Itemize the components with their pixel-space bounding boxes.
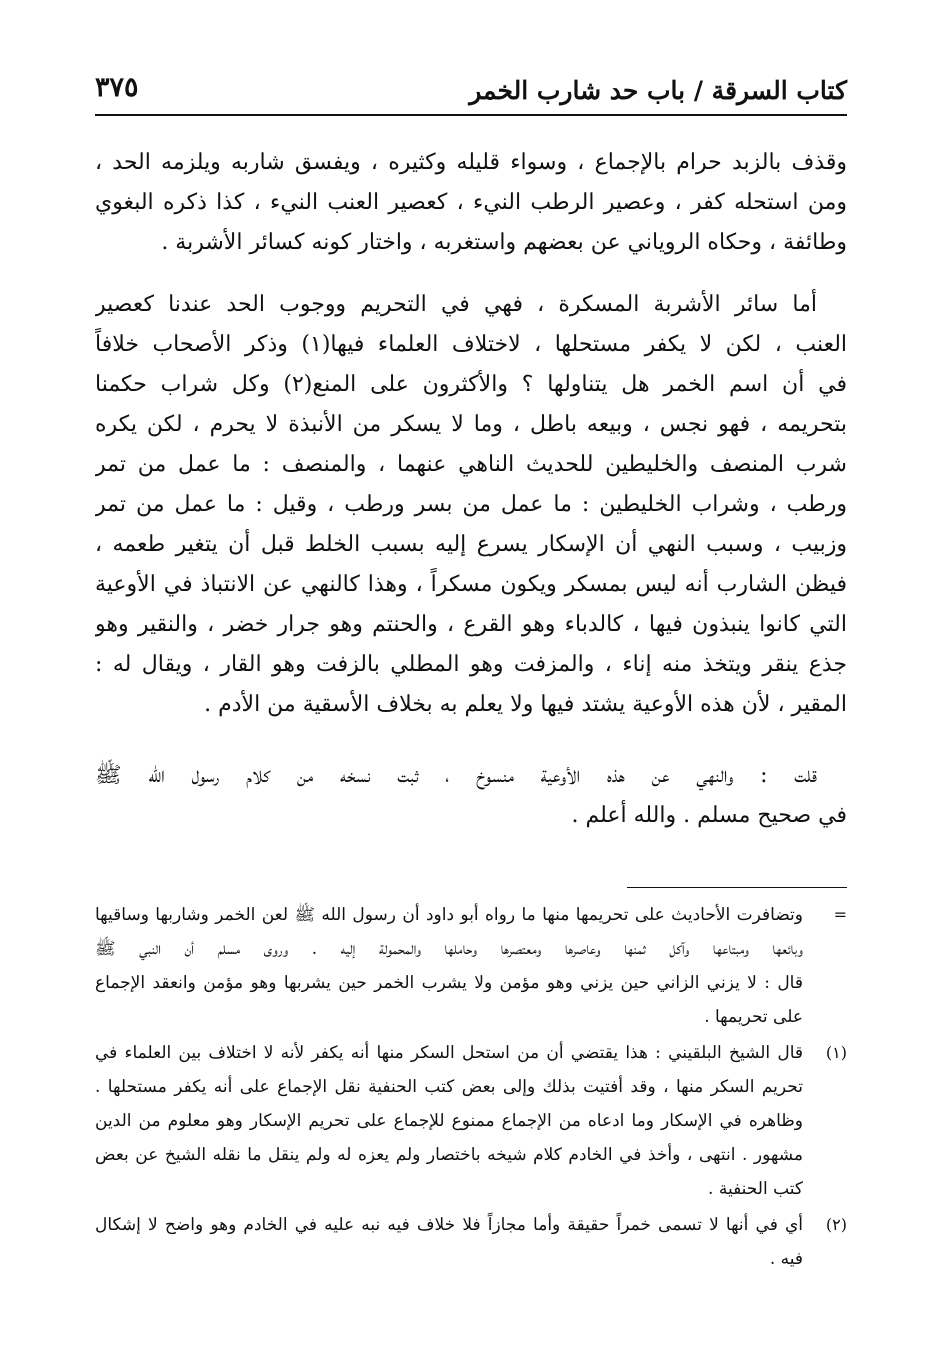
footnote-1: [95, 1036, 847, 1206]
paragraph-1: [95, 143, 847, 275]
running-header: [95, 66, 847, 116]
page-number: ٣٧٥: [95, 72, 139, 103]
footnote-line: وظاهره في الإسكار وما ادعاه من الإجماع ممنوع للإجماع على تحريم الإسكار وهو معلوم من الدين: [95, 1111, 803, 1131]
footnote-line: كتب الحنفية .: [708, 1179, 803, 1199]
footnote-marker: =: [833, 905, 847, 924]
text-line: المقير ، لأن هذه الأوعية يشتد فيها ولا يعلم به بخلاف الأسقية من الأدم .: [204, 692, 847, 717]
text-line: بتحريمه ، فهو نجس ، وبيعه باطل ، وما لا يسكر من الأنبذة لا يحرم ، لكن يكره: [95, 412, 847, 437]
footnote-line: وتضافرت الأحاديث على تحريمها منها ما رواه أبو داود أن رسول الله ﷺ لعن الخمر وشاربها وساقيها: [95, 905, 803, 925]
text-line: وزبيب ، وسبب النهي أن الإسكار يسرع إليه بسبب الخلط قبل أن يتغير طعمه ،: [95, 532, 847, 557]
text-line: في أن اسم الخمر هل يتناولها ؟ والأكثرون على المنع(٢) وكل شراب حكمنا: [95, 372, 847, 397]
text-line: وطائفة ، وحكاه الروياني عن بعضهم واستغربه ، واختار كونه كسائر الأشربة .: [161, 230, 847, 255]
footnote-line: مشهور . انتهى ، وأخذ في الخادم كلام شيخه باختصار ولم يعزه له ولم ينقل ما نقله الشيخ عن بعض: [95, 1145, 803, 1165]
paragraph-2: [95, 285, 847, 737]
text-line: ورطب ، وشراب الخليطين : ما عمل من بسر ورطب ، وقيل : ما عمل من تمر: [95, 492, 847, 517]
footnote-marker: (٢): [825, 1215, 847, 1234]
text-line: شرب المنصف والخليطين للحديث الناهي عنهما ، والمنصف : ما عمل من تمر: [95, 452, 847, 477]
footnote-continued: [95, 898, 847, 1034]
text-line: في صحيح مسلم . والله أعلم .: [571, 803, 847, 828]
footnote-line: قال الشيخ البلقيني : هذا يقتضي أن من استحل السكر منها أنه يكفر لأنه لا اختلاف بين العلماء في: [95, 1043, 803, 1063]
footnote-line: أي في أنها لا تسمى خمراً حقيقة وأما مجازاً فلا خلاف فيه نبه عليه في الخادم وهو واضح لا إشكال: [95, 1215, 803, 1235]
footnote-line: وبائعها ومبتاعها وآكل ثمنها وعاصرها ومعتصرها وحاملها والمحمولة إليه . وروى مسلم أن النبي ﷺ: [95, 939, 803, 959]
footnote-line: على تحريمها .: [704, 1007, 803, 1027]
footnote-2: [95, 1208, 847, 1276]
text-line: قلت : والنهي عن هذه الأوعية منسوخ ، ثبت نسخه من كلام رسول الله ﷺ: [95, 763, 817, 788]
text-line: ومن استحله كفر ، وعصير الرطب النيء ، كعصير العنب النيء ، كذا ذكره البغوي: [95, 190, 847, 215]
footnote-line: قال : لا يزني الزاني حين يزني وهو مؤمن ولا يشرب الخمر حين يشربها وهو مؤمن وانعقد الإجماع: [95, 973, 803, 993]
text-line: أما سائر الأشربة المسكرة ، فهي في التحريم ووجوب الحد عندنا كعصير: [95, 292, 817, 317]
text-line: جذع ينقر ويتخذ منه إناء ، والمزفت وهو المطلي بالزفت وهو القار ، ويقال له :: [95, 652, 847, 677]
footnote-line: تحريم السكر منها ، وقد أفتيت بذلك وإلى بعض كتب الحنفية نقل الإجماع على أنه يكفر مستحلها .: [95, 1077, 803, 1097]
chapter-title: كتاب السرقة / باب حد شارب الخمر: [469, 76, 847, 105]
footnotes: [95, 898, 847, 1278]
text-line: فيظن الشارب أنه ليس بمسكر ويكون مسكراً ، وهذا كالنهي عن الانتباذ في الأوعية: [95, 572, 847, 597]
footnote-line: فيه .: [769, 1249, 803, 1269]
text-line: وقذف بالزبد حرام بالإجماع ، وسواء قليله وكثيره ، ويفسق شاربه ويلزمه الحد ،: [95, 150, 847, 175]
text-line: التي كانوا ينبذون فيها ، كالدباء وهو القرع ، والحنتم وهو جرار خضر ، والنقير وهو: [95, 612, 847, 637]
footnote-marker: (١): [825, 1043, 847, 1062]
footnote-separator: [627, 887, 847, 888]
text-line: العنب ، لكن لا يكفر مستحلها ، لاختلاف العلماء فيها(١) وذكر الأصحاب خلافاً: [95, 332, 847, 357]
paragraph-3: [95, 756, 847, 848]
